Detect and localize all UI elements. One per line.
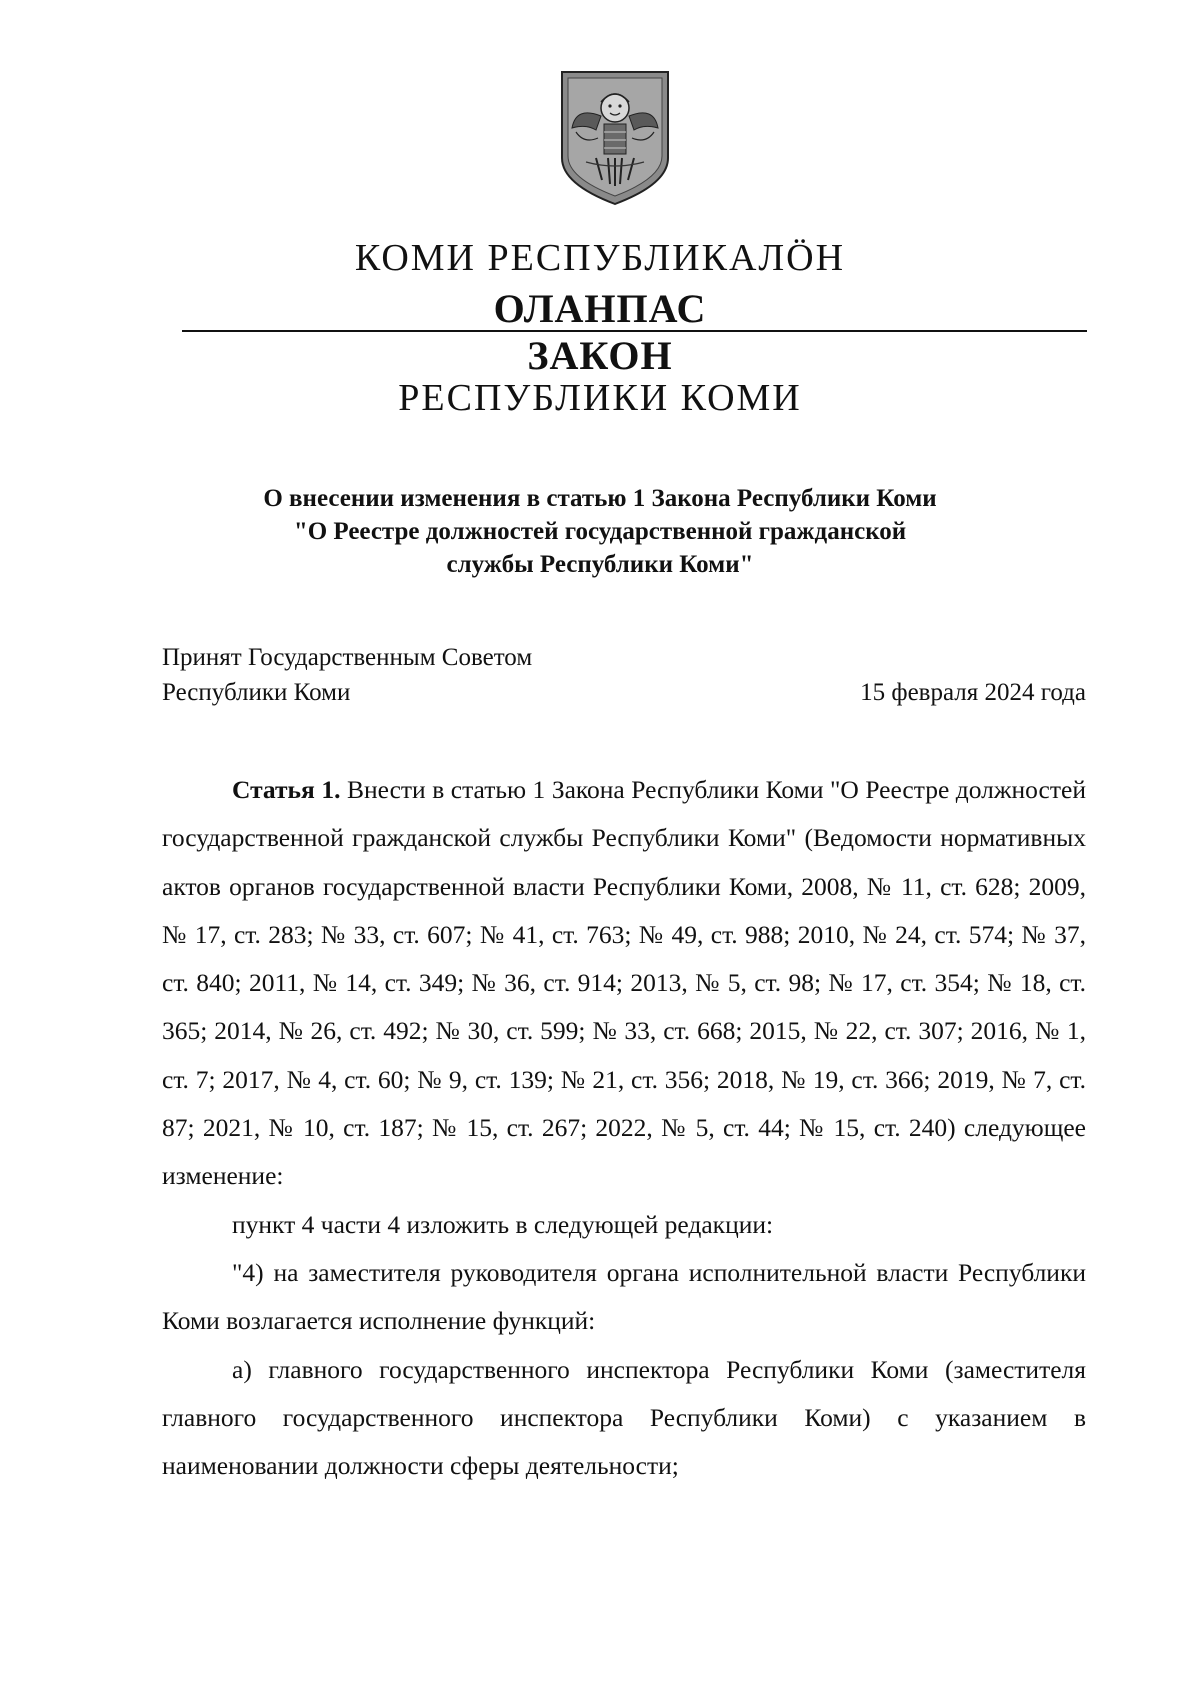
header-komi-line: КОМИ РЕСПУБЛИКАЛÖН [354, 237, 846, 279]
body-paragraph: пункт 4 части 4 изложить в следующей редакции: [232, 1209, 774, 1239]
body-paragraph: а) главного государственного инспектора Республики Коми (заместителя главного государственного инспектора Республики Коми) с указанием в наименовании должности сферы деятельности; [162, 1354, 1086, 1481]
article-label: Статья 1. [232, 775, 341, 804]
law-body [162, 766, 1086, 1490]
header-zakon: ЗАКОН [527, 333, 673, 378]
header-olanpas: ОЛАНПАС [493, 286, 707, 331]
header-republic-line: РЕСПУБЛИКИ КОМИ [398, 377, 802, 419]
article-paragraph [162, 766, 1086, 1201]
adoption-date: 15 февраля 2024 года [860, 679, 1086, 706]
adoption-line: Принят Государственным Советом [162, 644, 533, 671]
law-title-line: службы Республики Коми" [446, 551, 754, 578]
law-title-line: О внесении изменения в статью 1 Закона Республики Коми [263, 485, 937, 512]
body-paragraph: "4) на заместителя руководителя органа исполнительной власти Республики Коми возлагается исполнение функций: [162, 1257, 1086, 1336]
coat-of-arms-icon [556, 66, 674, 206]
law-title-line: "О Реестре должностей государственной гражданской [293, 518, 907, 545]
adoption-block [162, 640, 1086, 710]
law-title [150, 482, 1050, 581]
adoption-line: Республики Коми [162, 679, 351, 706]
article-text: Внести в статью 1 Закона Республики Коми "О Реестре должностей государственной гражданской службы Республики Коми" (Ведомости нормативных актов органов государственной власти Республики Коми, 2008, № 11, ст. 628; 2009, № 17, ст. 283; № 33, ст. 607; № 41, ст. 763; № 49, ст. 988; 2010, № 24, ст. 574; № 37, ст. 840; 2011, № 14, ст. 349; № 36, ст. 914; 2013, № 5, ст. 98; № 17, ст. 354; № 18, ст. 365; 2014, № 26, ст. 492; № 30, ст. 599; № 33, ст. 668; 2015, № 22, ст. 307; 2016, № 1, ст. 7; 2017, № 4, ст. 60; № 9, ст. 139; № 21, ст. 356; 2018, № 19, ст. 366; 2019, № 7, ст. 87; 2021, № 10, ст. 187; № 15, ст. 267; 2022, № 5, ст. 44; № 15, ст. 240) следующее изменение: [162, 775, 1086, 1191]
